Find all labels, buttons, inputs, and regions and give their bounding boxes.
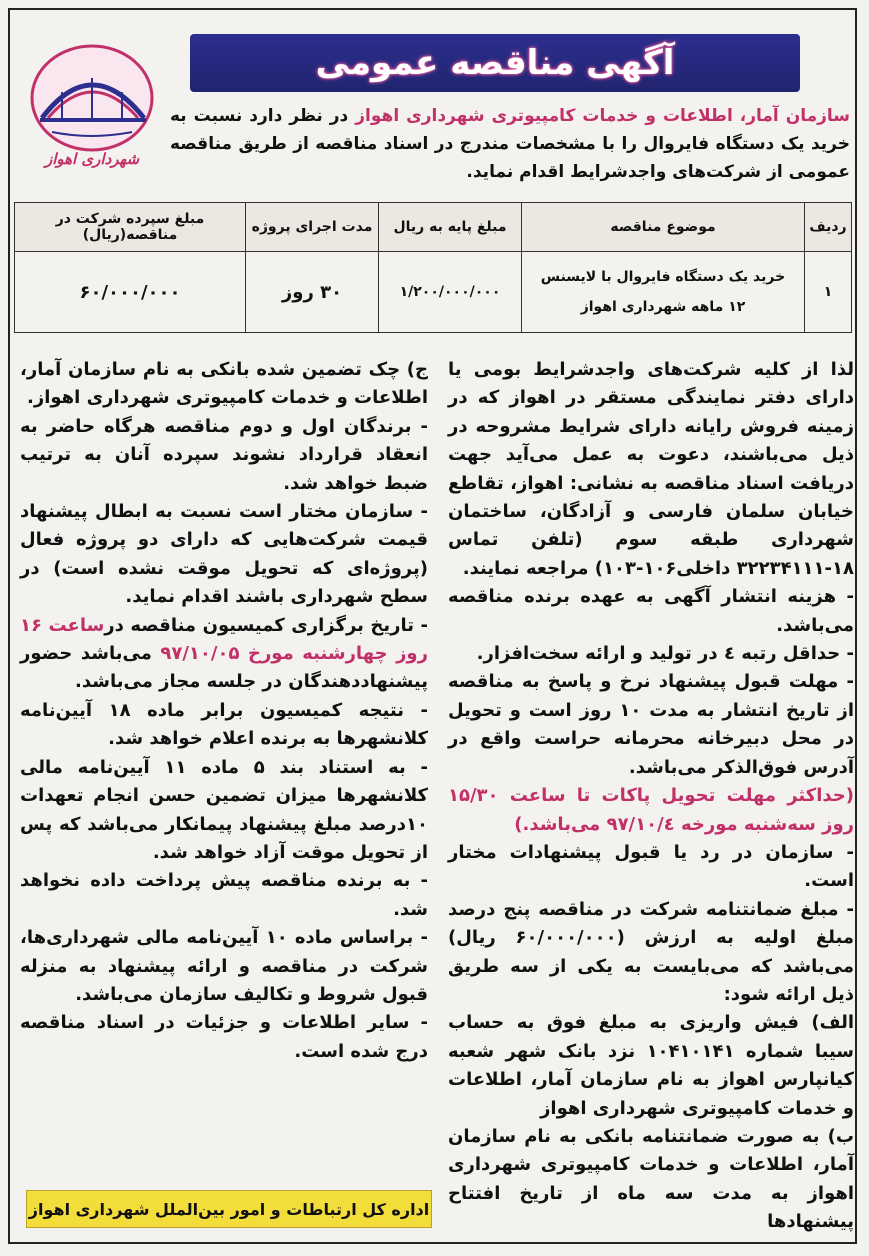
footer-publisher [26,1190,432,1228]
organization-name: سازمان آمار، اطلاعات و خدمات کامپیوتری شهرداری اهواز [355,106,850,126]
condition-rejection-right: - سازمان در رد یا قبول پیشنهادات مختار است. [448,841,854,892]
tender-table [14,202,852,333]
cell-duration: ۳۰ روز [246,252,379,333]
header-deposit: مبلغ سپرده شرکت در مناقصه(ریال) [15,203,246,252]
commission-date-tail: می‌باشد حضور پیشنهاددهندگان در جلسه مجاز می‌باشد. [20,643,428,693]
table-header-row [15,203,852,252]
left-column [20,356,428,1066]
condition-result-announce: - نتیجه کمیسیون برابر ماده ۱۸ آیین‌نامه کلانشهرها به برنده اعلام خواهد شد. [20,699,428,750]
commission-datetime: ساعت ۱۶ روز چهارشنبه مورخ ۹۷/۱۰/۰۵ [20,614,428,665]
submission-deadline: (حداکثر مهلت تحویل پاکات تا ساعت ۱۵/۳۰ روز سه‌شنبه مورخه ۹۷/۱۰/٤ می‌باشد.) [448,785,854,835]
right-column [448,356,854,1237]
condition-winner-forfeit: - برندگان اول و دوم مناقصه هرگاه حاضر به انعقاد قرارداد نشوند سپرده آنان به ترتیب ضبط خواهد شد. [20,415,428,494]
condition-acceptance-terms: - براساس ماده ۱۰ آیین‌نامه مالی شهرداری‌ها، شرکت در مناقصه و ارائه پیشنهاد به منزله قبول شروط و تکالیف سازمان می‌باشد. [20,927,428,1005]
payment-option-c: ج) چک تضمین شده بانکی به نام سازمان آمار، اطلاعات و خدمات کامپیوتری شهرداری اهواز. [20,359,428,409]
condition-ad-cost: - هزینه انتشار آگهی به عهده برنده مناقصه می‌باشد. [448,586,854,636]
cell-deposit: ۶۰/۰۰۰/۰۰۰ [15,252,246,333]
commission-date-paragraph [20,612,428,697]
intro-text: در نظر دارد نسبت به خرید یک دستگاه فایروال را با مشخصات مندرج در اسناد مناقصه از طریق مناقصه عمومی از شرکت‌های واجدشرایط اقدام نماید. [170,106,850,182]
cell-row-number: ۱ [805,252,852,333]
cell-subject: خرید یک دستگاه فایروال با لایسنس ۱۲ ماهه شهرداری اهواز [522,252,805,333]
header-subject: موضوع مناقصه [522,203,805,252]
condition-min-rank: - حداقل رتبه ٤ در تولید و ارائه سخت‌افزار. [476,643,854,665]
condition-performance-bond: - به استناد بند ۵ ماده ۱۱ آیین‌نامه مالی کلانشهرها میزان تضمین حسن انجام تعهدات ۱۰درصد مبلغ پیشنهاد پیمانکار می‌باشد که پس از تحویل موقت آزاد خواهد شد. [20,756,428,863]
condition-other-details: - سایر اطلاعات و جزئیات در اسناد مناقصه درج شده است. [20,1012,428,1062]
invitation-paragraph: لذا از کلیه شرکت‌های واجدشرایط بومی یا دارای دفتر نمایندگی مستقر در اهواز که در زمینه فروش رایانه دارای شرایط مشروحه در ذیل می‌باشند، دعوت به عمل می‌آید جهت دریافت اسناد مناقصه به نشانی: اهواز، تقاطع خیابان سلمان فارسی و آزادگان، ساختمان شهرداری طبقه سوم (تلفن تماس ۱۸-۳۲۲۳۴۱۱۱ داخلی۱۰۶-۱۰۳) مراجعه نمایند. [448,359,854,579]
table-row [15,252,852,333]
commission-date-lead: - تاریخ برگزاری کمیسیون مناقصه در [104,614,428,636]
notice-title: آگهی مناقصه عمومی [315,43,675,83]
payment-option-b: ب) به صورت ضمانتنامه بانکی به نام سازمان آمار، اطلاعات و خدمات کامپیوتری شهرداری اهواز به مدت سه ماه از تاریخ افتتاح پیشنهادها [448,1125,854,1233]
title-banner [190,34,800,92]
logo-caption: شهرداری اهواز [44,150,140,168]
intro-paragraph [170,102,850,186]
condition-deadline-period: - مهلت قبول پیشنهاد نرخ و پاسخ به مناقصه از تاریخ انتشار به مدت ۱۰ روز است و تحویل در محل دبیرخانه محرمانه حراست واقع در آدرس فوق‌الذکر می‌باشد. [448,671,855,778]
payment-option-a: الف) فیش واریزی به مبلغ فوق به حساب سیبا شماره ۱۰۴۱۰۱۴۱ نزد بانک شهر شعبه کیانپارس اهواز به نام سازمان آمار، اطلاعات و خدمات کامپیوتری شهرداری اهواز [448,1012,854,1119]
header-base-price: مبلغ پایه به ریال [379,203,522,252]
header-duration: مدت اجرای پروژه [246,203,379,252]
cell-base-price: ۱/۲۰۰/۰۰۰/۰۰۰ [379,252,522,333]
condition-guarantee-amount: - مبلغ ضمانتنامه شرکت در مناقصه پنج درصد مبلغ اولیه به ارزش (۶۰/۰۰۰/۰۰۰ ریال) می‌باشد که می‌بایست به یکی از سه طریق ذیل ارائه شود: [448,898,854,1005]
header-row-number: ردیف [805,203,852,252]
footer-text: اداره کل ارتباطات و امور بین‌الملل شهرداری اهواز [28,1199,430,1219]
condition-active-projects: - سازمان مختار است نسبت به ابطال پیشنهاد قیمت شرکت‌هایی که دارای دو پروژه فعال (پروژه‌ای که تحویل موقت نشده است) در سطح شهرداری باشند اقدام نماید. [20,501,428,608]
condition-no-prepayment: - به برنده مناقصه پیش پرداخت داده نخواهد شد. [20,870,428,920]
